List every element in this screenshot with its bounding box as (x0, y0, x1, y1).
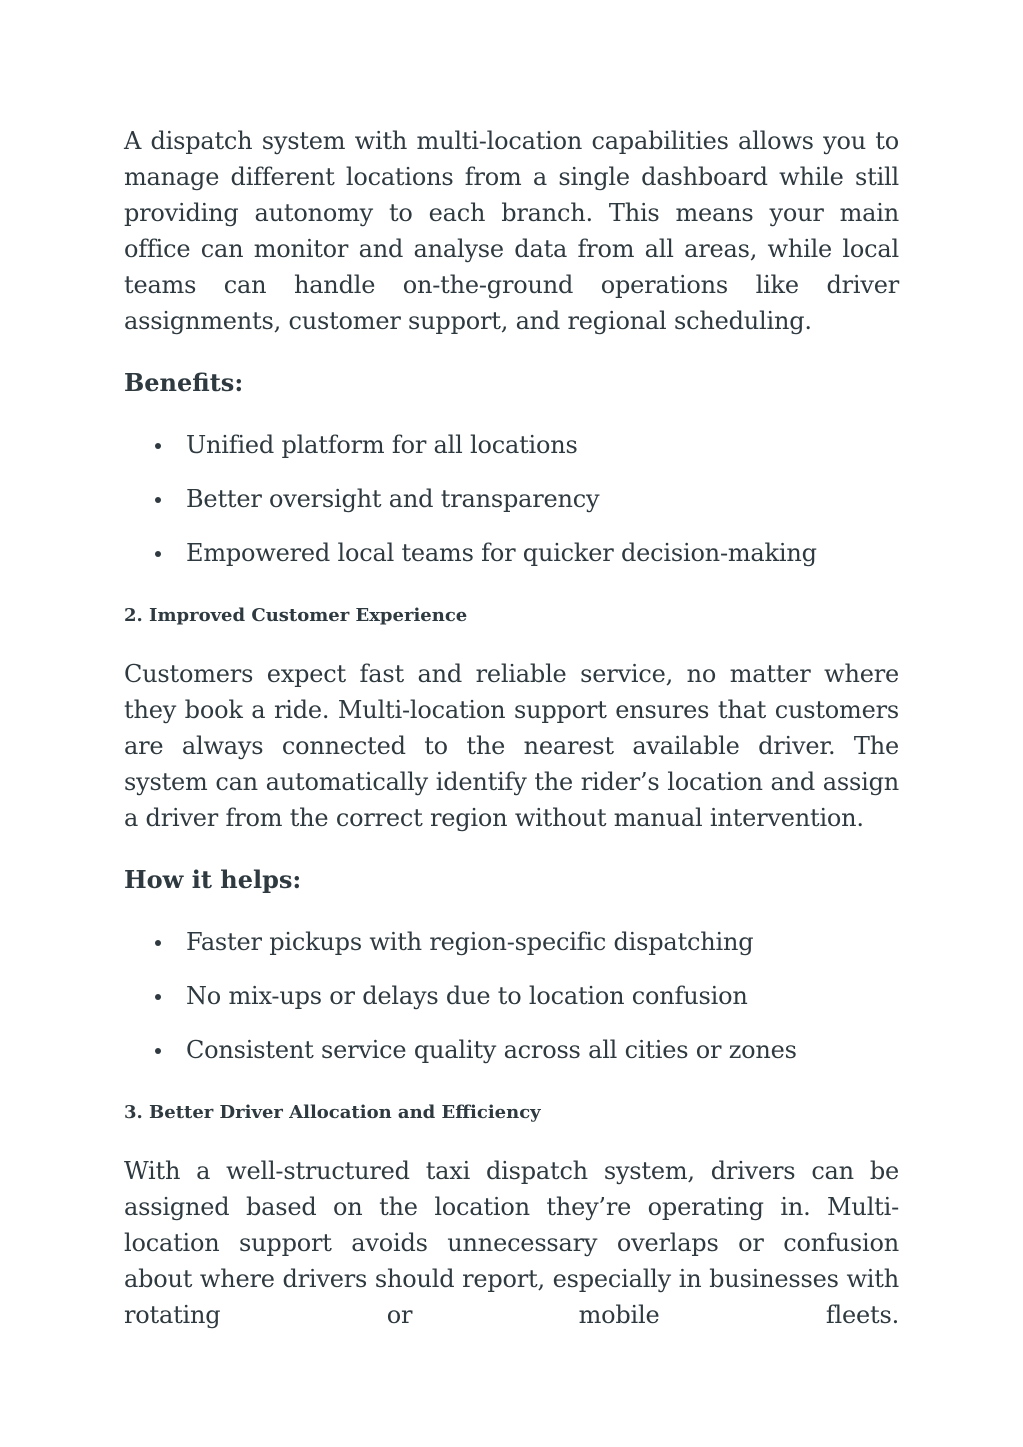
list-item (124, 1032, 899, 1068)
benefits-heading: Benefits: (124, 368, 244, 397)
bullet-icon (155, 443, 161, 449)
section-3-paragraph: With a well-structured taxi dispatch system, drivers can be assigned based on the location they’re operating in. Multi-location support avoids unnecessary overlaps or confusion about where drivers should report, especially in businesses with rotating or mobile fleets. (124, 1157, 899, 1329)
list-item-text: No mix-ups or delays due to location confusion (186, 982, 748, 1010)
bullet-icon (155, 994, 161, 1000)
list-item (124, 924, 899, 960)
list-item-text: Better oversight and transparency (186, 485, 600, 513)
list-item-text: Unified platform for all locations (186, 431, 578, 459)
document-page (124, 123, 899, 1333)
bullet-icon (155, 940, 161, 946)
bullet-icon (155, 497, 161, 503)
list-item (124, 481, 899, 517)
benefits-list (124, 427, 899, 571)
list-item (124, 978, 899, 1014)
how-it-helps-heading: How it helps: (124, 865, 302, 894)
section-2-heading: 2. Improved Customer Experience (124, 605, 468, 626)
list-item (124, 427, 899, 463)
list-item-text: Faster pickups with region-specific dispatching (186, 928, 754, 956)
section-3-heading: 3. Better Driver Allocation and Efficiency (124, 1102, 541, 1123)
intro-paragraph: A dispatch system with multi-location capabilities allows you to manage different locations from a single dashboard while still providing autonomy to each branch. This means your main office can monitor and analyse data from all areas, while local teams can handle on-the-ground operations like driver assignments, customer support, and regional scheduling. (124, 127, 899, 335)
section-2-paragraph: Customers expect fast and reliable service, no matter where they book a ride. Multi-location support ensures that customers are always connected to the nearest available driver. The system can automatically identify the rider’s location and assign a driver from the correct region without manual intervention. (124, 660, 899, 832)
list-item (124, 535, 899, 571)
how-it-helps-list (124, 924, 899, 1068)
bullet-icon (155, 1048, 161, 1054)
bullet-icon (155, 551, 161, 557)
list-item-text: Consistent service quality across all cities or zones (186, 1036, 797, 1064)
list-item-text: Empowered local teams for quicker decision-making (186, 539, 817, 567)
